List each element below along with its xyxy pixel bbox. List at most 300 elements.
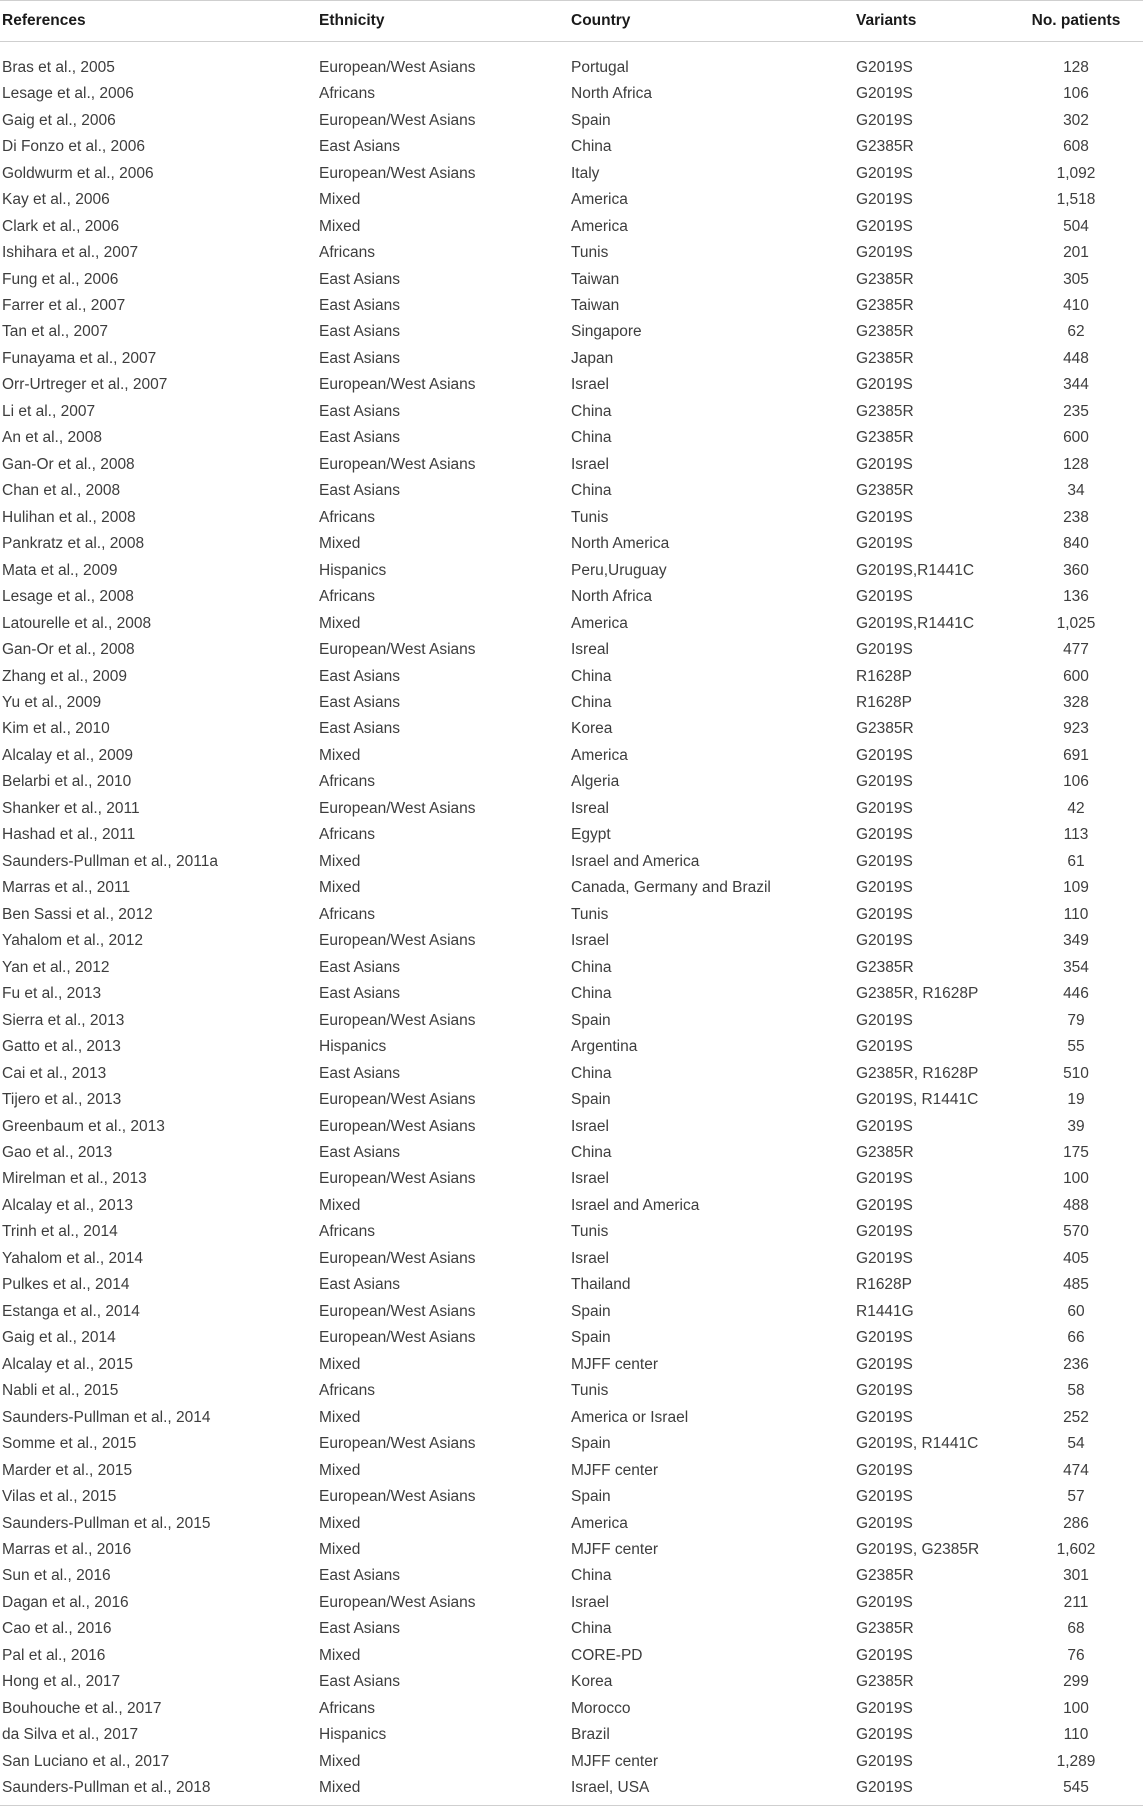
cell-ethnicity: European/West Asians	[319, 1011, 476, 1029]
cell-variants: G2385R	[856, 429, 914, 447]
cell-variants: G2019S	[856, 1514, 913, 1532]
cell-variants: G2019S	[856, 85, 913, 103]
cell-ethnicity: East Asians	[319, 694, 400, 712]
cell-variants: G2019S	[856, 191, 913, 209]
cell-ethnicity: East Asians	[319, 296, 400, 314]
table-row	[0, 505, 1143, 531]
cell-reference: Bouhouche et al., 2017	[2, 1699, 162, 1717]
cell-patients: 344	[1063, 376, 1089, 394]
cell-reference: An et al., 2008	[2, 429, 102, 447]
cell-country: Israel and America	[571, 852, 700, 870]
cell-ethnicity: East Asians	[319, 1567, 400, 1585]
table-row	[0, 1537, 1143, 1563]
cell-country: Israel	[571, 455, 609, 473]
cell-country: Israel	[571, 1249, 609, 1267]
cell-ethnicity: European/West Asians	[319, 1302, 476, 1320]
cell-patients: 109	[1063, 879, 1089, 897]
cell-ethnicity: Mixed	[319, 1196, 361, 1214]
cell-reference: Marder et al., 2015	[2, 1461, 133, 1479]
table-row	[0, 213, 1143, 239]
cell-country: Spain	[571, 1302, 611, 1320]
cell-country: Morocco	[571, 1699, 631, 1717]
cell-country: Argentina	[571, 1038, 638, 1056]
cell-ethnicity: European/West Asians	[319, 455, 476, 473]
cell-reference: Saunders-Pullman et al., 2014	[2, 1408, 211, 1426]
cell-reference: Funayama et al., 2007	[2, 349, 157, 367]
cell-country: Tunis	[571, 508, 609, 526]
cell-patients: 68	[1067, 1620, 1085, 1638]
table-row	[0, 1616, 1143, 1642]
cell-patients: 19	[1067, 1091, 1085, 1109]
cell-ethnicity: Africans	[319, 1699, 375, 1717]
cell-reference: Zhang et al., 2009	[2, 667, 127, 685]
table-row	[0, 690, 1143, 716]
cell-patients: 201	[1063, 244, 1089, 262]
cell-reference: Estanga et al., 2014	[2, 1302, 140, 1320]
cell-country: Tunis	[571, 244, 609, 262]
cell-ethnicity: East Asians	[319, 349, 400, 367]
cell-country: Algeria	[571, 773, 620, 791]
table-row	[0, 954, 1143, 980]
cell-country: Tunis	[571, 1382, 609, 1400]
cell-patients: 302	[1063, 111, 1089, 129]
cell-reference: Gaig et al., 2006	[2, 111, 116, 129]
table-row	[0, 1404, 1143, 1430]
table-row	[0, 637, 1143, 663]
cell-ethnicity: European/West Asians	[319, 1170, 476, 1188]
cell-ethnicity: European/West Asians	[319, 1329, 476, 1347]
table-row	[0, 610, 1143, 636]
cell-country: Tunis	[571, 1223, 609, 1241]
cell-ethnicity: Africans	[319, 508, 375, 526]
cell-reference: Yu et al., 2009	[2, 694, 102, 712]
cell-reference: Ben Sassi et al., 2012	[2, 905, 153, 923]
cell-variants: G2019S	[856, 1196, 913, 1214]
table-body	[0, 42, 1143, 1806]
cell-ethnicity: Mixed	[319, 1514, 361, 1532]
cell-ethnicity: Africans	[319, 588, 375, 606]
cell-patients: 54	[1067, 1435, 1085, 1453]
cell-reference: Ishihara et al., 2007	[2, 244, 139, 262]
cell-country: Korea	[571, 720, 613, 738]
cell-reference: Shanker et al., 2011	[2, 799, 140, 817]
cell-variants: G2019S	[856, 641, 913, 659]
cell-patients: 106	[1063, 773, 1089, 791]
cell-reference: San Luciano et al., 2017	[2, 1752, 170, 1770]
cell-variants: G2019S	[856, 1223, 913, 1241]
table-row	[0, 1749, 1143, 1775]
cell-variants: G2385R	[856, 349, 914, 367]
table-row	[0, 928, 1143, 954]
table-row	[0, 531, 1143, 557]
cell-reference: Mata et al., 2009	[2, 561, 118, 579]
cell-reference: Saunders-Pullman et al., 2018	[0, 1775, 317, 1806]
table-row	[0, 981, 1143, 1007]
cell-ethnicity: East Asians	[319, 402, 400, 420]
table-row	[0, 319, 1143, 345]
cell-reference: Belarbi et al., 2010	[2, 773, 132, 791]
cell-patients: 1,092	[1056, 164, 1096, 182]
cell-patients: 410	[1063, 296, 1089, 314]
cell-variants: G2385R	[856, 270, 914, 288]
cell-ethnicity: Africans	[319, 826, 375, 844]
cell-country: America	[571, 746, 628, 764]
cell-ethnicity: Mixed	[319, 217, 361, 235]
cell-patients: 1,602	[1056, 1541, 1096, 1559]
table-row	[0, 1060, 1143, 1086]
cell-country: Peru,Uruguay	[571, 561, 667, 579]
cell-patients: 328	[1063, 694, 1089, 712]
cell-variants: G2019S	[856, 799, 913, 817]
cell-ethnicity: East Asians	[319, 270, 400, 288]
table-row	[0, 1457, 1143, 1483]
cell-ethnicity: Mixed	[317, 1775, 569, 1806]
cell-variants: G2019S	[856, 164, 913, 182]
cell-country: Spain	[571, 111, 611, 129]
cell-patients: 286	[1063, 1514, 1089, 1532]
cell-patients: 76	[1067, 1646, 1085, 1664]
cell-country: China	[571, 985, 612, 1003]
cell-ethnicity: European/West Asians	[319, 1488, 476, 1506]
cell-reference: Fu et al., 2013	[2, 985, 102, 1003]
table-row	[0, 346, 1143, 372]
cell-reference: Pulkes et al., 2014	[2, 1276, 130, 1294]
cell-reference: Dagan et al., 2016	[2, 1593, 129, 1611]
cell-patients: 110	[1063, 1726, 1089, 1744]
cell-reference: Gan-Or et al., 2008	[2, 641, 135, 659]
cell-reference: Lesage et al., 2008	[2, 588, 134, 606]
cell-variants: G2019S	[856, 376, 913, 394]
cell-ethnicity: East Asians	[319, 138, 400, 156]
cell-patients: 235	[1063, 402, 1089, 420]
cell-ethnicity: European/West Asians	[319, 58, 476, 76]
cell-variants: R1628P	[856, 694, 913, 712]
cell-country: Taiwan	[571, 296, 620, 314]
table-row	[0, 1378, 1143, 1404]
cell-reference: Pankratz et al., 2008	[2, 535, 145, 553]
cell-patients: 39	[1067, 1117, 1085, 1135]
cell-country: Israel	[571, 1593, 609, 1611]
cell-patients: 34	[1067, 482, 1085, 500]
table-row	[0, 1299, 1143, 1325]
table-row	[0, 1193, 1143, 1219]
cell-variants: G2019S	[856, 217, 913, 235]
cell-ethnicity: Africans	[319, 773, 375, 791]
cell-ethnicity: Mixed	[319, 1355, 361, 1373]
cell-variants: G2019S	[856, 508, 913, 526]
table-row	[0, 1484, 1143, 1510]
table-row	[0, 663, 1143, 689]
table-row	[0, 822, 1143, 848]
cell-country: CORE-PD	[571, 1646, 643, 1664]
table-row	[0, 81, 1143, 107]
cell-patients: 110	[1063, 905, 1089, 923]
cell-reference: Hulihan et al., 2008	[2, 508, 136, 526]
header-variants: Variants	[854, 1, 1007, 42]
cell-country: China	[571, 1064, 612, 1082]
cell-reference: Sierra et al., 2013	[2, 1011, 125, 1029]
cell-patients: 570	[1063, 1223, 1089, 1241]
table-row	[0, 1166, 1143, 1192]
cell-variants: G2019S	[856, 244, 913, 262]
cell-variants: G2019S	[856, 535, 913, 553]
cell-variants: G2385R	[856, 402, 914, 420]
table-row	[0, 399, 1143, 425]
table-row	[0, 452, 1143, 478]
cell-ethnicity: Africans	[319, 905, 375, 923]
cell-reference: da Silva et al., 2017	[2, 1726, 139, 1744]
cell-country: Israel and America	[571, 1196, 700, 1214]
cell-reference: Alcalay et al., 2015	[2, 1355, 133, 1373]
cell-country: North Africa	[571, 588, 652, 606]
cell-patients: 360	[1063, 561, 1089, 579]
cell-variants: G2019S	[856, 588, 913, 606]
cell-reference: Vilas et al., 2015	[2, 1488, 117, 1506]
cell-variants: G2385R	[856, 720, 914, 738]
cell-country: MJFF center	[571, 1541, 658, 1559]
cell-reference: Yahalom et al., 2014	[2, 1249, 144, 1267]
cell-country: Tunis	[571, 905, 609, 923]
table-row	[0, 1775, 1143, 1806]
cell-variants: G2019S, R1441C	[856, 1091, 979, 1109]
cell-variants: G2019S	[856, 1038, 913, 1056]
cell-country: China	[571, 667, 612, 685]
cell-ethnicity: Hispanics	[319, 561, 387, 579]
table-row	[0, 42, 1143, 82]
cell-variants: G2385R	[856, 296, 914, 314]
cell-country: MJFF center	[571, 1355, 658, 1373]
table-row	[0, 1272, 1143, 1298]
table-row	[0, 478, 1143, 504]
cell-reference: Orr-Urtreger et al., 2007	[2, 376, 168, 394]
cell-variants: G2385R, R1628P	[856, 1064, 979, 1082]
cell-patients: 545	[1007, 1775, 1143, 1806]
table-row	[0, 796, 1143, 822]
cell-country: Spain	[571, 1329, 611, 1347]
table-row	[0, 1669, 1143, 1695]
table-row	[0, 557, 1143, 583]
cell-variants: G2019S	[856, 1011, 913, 1029]
table-row	[0, 902, 1143, 928]
cell-ethnicity: Hispanics	[319, 1726, 387, 1744]
cell-ethnicity: East Asians	[319, 1673, 400, 1691]
cell-patients: 136	[1063, 588, 1089, 606]
cell-patients: 301	[1063, 1567, 1089, 1585]
table-row	[0, 1643, 1143, 1669]
cell-ethnicity: Mixed	[319, 1752, 361, 1770]
cell-patients: 79	[1067, 1011, 1085, 1029]
cell-country: Spain	[571, 1435, 611, 1453]
cell-patients: 305	[1063, 270, 1089, 288]
table-row	[0, 1140, 1143, 1166]
cell-reference: Alcalay et al., 2013	[2, 1196, 133, 1214]
cell-ethnicity: European/West Asians	[319, 932, 476, 950]
cell-patients: 477	[1063, 641, 1089, 659]
cell-reference: Trinh et al., 2014	[2, 1223, 118, 1241]
cell-ethnicity: European/West Asians	[319, 376, 476, 394]
cell-variants: G2019S	[856, 879, 913, 897]
cell-reference: Yahalom et al., 2012	[2, 932, 144, 950]
table-row	[0, 1563, 1143, 1589]
cell-reference: Kay et al., 2006	[2, 191, 110, 209]
table-row	[0, 875, 1143, 901]
cell-variants: G2019S	[856, 746, 913, 764]
table-row	[0, 769, 1143, 795]
cell-ethnicity: European/West Asians	[319, 111, 476, 129]
cell-ethnicity: East Asians	[319, 323, 400, 341]
cell-patients: 252	[1063, 1408, 1089, 1426]
cell-ethnicity: Mixed	[319, 1541, 361, 1559]
cell-country: MJFF center	[571, 1461, 658, 1479]
cell-variants: G2385R	[856, 1143, 914, 1161]
cell-reference: Clark et al., 2006	[2, 217, 120, 235]
cell-variants: G2019S	[856, 58, 913, 76]
cell-country: China	[571, 1620, 612, 1638]
cell-country: Italy	[571, 164, 600, 182]
cell-ethnicity: Mixed	[319, 535, 361, 553]
cell-variants: R1628P	[856, 1276, 913, 1294]
cell-country: Thailand	[571, 1276, 631, 1294]
cell-ethnicity: East Asians	[319, 720, 400, 738]
cell-patients: 113	[1063, 826, 1089, 844]
cell-reference: Alcalay et al., 2009	[2, 746, 133, 764]
cell-country: North America	[571, 535, 670, 553]
cell-country: Israel	[571, 1170, 609, 1188]
cell-reference: Nabli et al., 2015	[2, 1382, 119, 1400]
cell-ethnicity: East Asians	[319, 429, 400, 447]
cell-reference: Cai et al., 2013	[2, 1064, 107, 1082]
cell-variants: R1628P	[856, 667, 913, 685]
table-row	[0, 1219, 1143, 1245]
cell-ethnicity: Mixed	[319, 746, 361, 764]
cell-variants: G2019S	[856, 1382, 913, 1400]
cell-variants: G2019S	[856, 1699, 913, 1717]
cell-reference: Saunders-Pullman et al., 2015	[2, 1514, 211, 1532]
cell-country: China	[571, 694, 612, 712]
cell-patients: 485	[1063, 1276, 1089, 1294]
table-row	[0, 372, 1143, 398]
cell-country: Egypt	[571, 826, 611, 844]
cell-variants: G2019S	[856, 1249, 913, 1267]
cell-variants: G2019S	[856, 1593, 913, 1611]
cell-patients: 62	[1067, 323, 1085, 341]
cell-country: Israel, USA	[569, 1775, 854, 1806]
cell-reference: Chan et al., 2008	[2, 482, 121, 500]
cell-patients: 1,289	[1056, 1752, 1096, 1770]
cell-variants: G2019S	[856, 111, 913, 129]
table-row	[0, 1431, 1143, 1457]
header-row	[0, 1, 1143, 42]
cell-variants: G2019S	[856, 1329, 913, 1347]
cell-country: MJFF center	[571, 1752, 658, 1770]
cell-ethnicity: Mixed	[319, 1461, 361, 1479]
cell-country: Spain	[571, 1011, 611, 1029]
table-row	[0, 584, 1143, 610]
cell-variants: G2019S	[856, 1170, 913, 1188]
cell-ethnicity: European/West Asians	[319, 1435, 476, 1453]
cell-country: China	[571, 958, 612, 976]
header-country: Country	[569, 1, 854, 42]
cell-reference: Gatto et al., 2013	[2, 1038, 121, 1056]
table-row	[0, 240, 1143, 266]
table-row	[0, 1696, 1143, 1722]
cell-country: Israel	[571, 376, 609, 394]
cell-country: Taiwan	[571, 270, 620, 288]
cell-reference: Farrer et al., 2007	[2, 296, 126, 314]
cell-reference: Latourelle et al., 2008	[2, 614, 152, 632]
cell-patients: 100	[1063, 1699, 1089, 1717]
cell-patients: 58	[1067, 1382, 1085, 1400]
cell-country: America	[571, 1514, 628, 1532]
cell-patients: 61	[1067, 852, 1085, 870]
cell-reference: Sun et al., 2016	[2, 1567, 111, 1585]
cell-patients: 236	[1063, 1355, 1089, 1373]
cell-ethnicity: Mixed	[319, 1408, 361, 1426]
cell-country: China	[571, 482, 612, 500]
cell-ethnicity: Africans	[319, 1223, 375, 1241]
cell-variants: G2019S	[856, 852, 913, 870]
table-row	[0, 1246, 1143, 1272]
cell-variants: G2385R	[856, 138, 914, 156]
cell-variants: G2385R	[856, 1567, 914, 1585]
cell-patients: 55	[1067, 1038, 1085, 1056]
cell-ethnicity: East Asians	[319, 958, 400, 976]
cell-patients: 600	[1063, 667, 1089, 685]
header-references: References	[0, 1, 317, 42]
cell-ethnicity: Africans	[319, 1382, 375, 1400]
cell-reference: Lesage et al., 2006	[2, 85, 134, 103]
cell-patients: 608	[1063, 138, 1089, 156]
table-row	[0, 743, 1143, 769]
table-row	[0, 1722, 1143, 1748]
cell-variants: G2019S	[856, 1355, 913, 1373]
table-row	[0, 1325, 1143, 1351]
table-row	[0, 1034, 1143, 1060]
cell-reference: Kim et al., 2010	[2, 720, 110, 738]
cell-patients: 488	[1063, 1196, 1089, 1214]
cell-ethnicity: European/West Asians	[319, 1593, 476, 1611]
cell-country: Portugal	[571, 58, 629, 76]
cell-ethnicity: Africans	[319, 244, 375, 262]
cell-country: China	[571, 1567, 612, 1585]
cell-reference: Fung et al., 2006	[2, 270, 119, 288]
cell-patients: 510	[1063, 1064, 1089, 1082]
cell-patients: 354	[1063, 958, 1089, 976]
cell-country: Isreal	[571, 799, 609, 817]
cell-variants: R1441G	[856, 1302, 914, 1320]
table-row	[0, 107, 1143, 133]
cell-ethnicity: European/West Asians	[319, 1091, 476, 1109]
cell-reference: Marras et al., 2011	[2, 879, 131, 897]
cell-ethnicity: Mixed	[319, 1646, 361, 1664]
cell-patients: 446	[1063, 985, 1089, 1003]
cell-variants: G2019S	[856, 455, 913, 473]
cell-country: America	[571, 614, 628, 632]
cell-reference: Somme et al., 2015	[2, 1435, 137, 1453]
cell-variants: G2019S, R1441C	[856, 1435, 979, 1453]
cell-patients: 405	[1063, 1249, 1089, 1267]
table-row	[0, 1113, 1143, 1139]
cell-country: America	[571, 191, 628, 209]
cell-patients: 474	[1063, 1461, 1089, 1479]
cell-ethnicity: Mixed	[319, 614, 361, 632]
cell-patients: 100	[1063, 1170, 1089, 1188]
table-row	[0, 134, 1143, 160]
cell-variants: G2019S	[856, 1752, 913, 1770]
cell-country: America	[571, 217, 628, 235]
cell-ethnicity: Mixed	[319, 852, 361, 870]
cell-reference: Gao et al., 2013	[2, 1143, 113, 1161]
